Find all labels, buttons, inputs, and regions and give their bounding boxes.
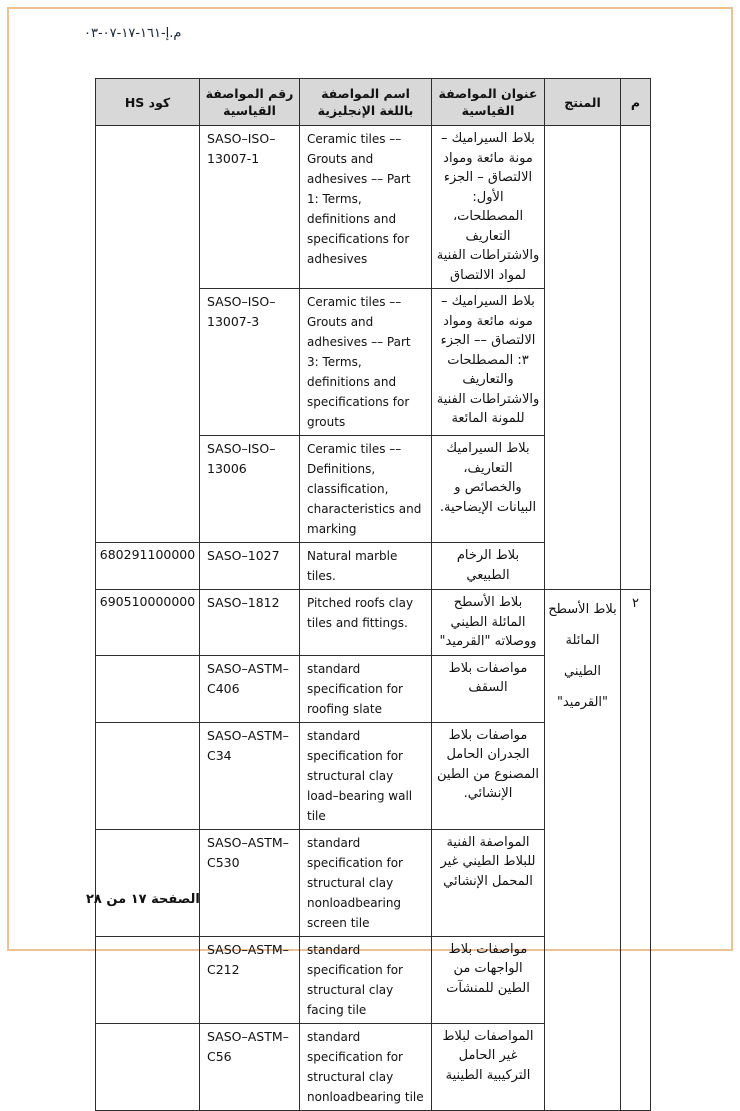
- spec-number-cell: SASO–ISO–13007-1: [200, 126, 300, 289]
- spec-number-cell: SASO–ASTM–C530: [200, 829, 300, 936]
- english-name-cell: Ceramic tiles –– Grouts and adhesives –– Part 3: Terms, definitions and specifications for grouts: [300, 289, 432, 436]
- row-number-cell: ٢: [621, 590, 651, 1111]
- table-row: [96, 126, 651, 289]
- row-number-cell-empty: [621, 126, 651, 590]
- arabic-title-cell: مواصفات بلاط الجدران الحامل المصنوع من الطين الإنشائي.: [432, 722, 545, 829]
- english-name-cell: standard specification for structural clay load–bearing wall tile: [300, 722, 432, 829]
- hs-code-cell: 680291100000: [96, 543, 200, 590]
- standards-table: [95, 78, 651, 1111]
- arabic-title-cell: بلاط السيراميك – مونه مائعة ومواد الالتصاق –– الجزء ٣: المصطلحات والتعاريف والاشتراطات الفنية للمونة المائعة: [432, 289, 545, 436]
- spec-number-cell: SASO–1027: [200, 543, 300, 590]
- product-cell: بلاط الأسطح المائلة الطيني "القرميد": [545, 590, 621, 1111]
- spec-number-cell: SASO–ASTM–C34: [200, 722, 300, 829]
- header-num: م: [621, 79, 651, 126]
- hs-code-cell-empty: [96, 1023, 200, 1110]
- hs-code-cell-empty: [96, 829, 200, 936]
- arabic-title-cell: بلاط السيراميك – مونة مائعة ومواد الالتصاق – الجزء الأول: المصطلحات، التعاريف والاشتراطات الفنية لمواد الالتصاق: [432, 126, 545, 289]
- spec-number-cell: SASO–ASTM–C406: [200, 655, 300, 722]
- english-name-cell: standard specification for structural clay facing tile: [300, 936, 432, 1023]
- arabic-title-cell: بلاط الرخام الطبيعي: [432, 543, 545, 590]
- table-header-row: [96, 79, 651, 126]
- header-product: المنتج: [545, 79, 621, 126]
- hs-code-cell-empty: [96, 655, 200, 722]
- table-row: [96, 590, 651, 656]
- header-name-en: اسم المواصفة باللغة الإنجليزية: [300, 79, 432, 126]
- english-name-cell: Ceramic tiles –– Definitions, classification, characteristics and marking: [300, 436, 432, 543]
- spec-number-cell: SASO–ASTM–C212: [200, 936, 300, 1023]
- hs-code-cell-empty: [96, 936, 200, 1023]
- header-spec-no: رقم المواصفة القياسية: [200, 79, 300, 126]
- hs-code-cell: 690510000000: [96, 590, 200, 656]
- spec-number-cell: SASO–ASTM–C56: [200, 1023, 300, 1110]
- arabic-title-cell: المواصفات لبلاط غير الحامل التركيبية الطينية: [432, 1023, 545, 1110]
- english-name-cell: standard specification for roofing slate: [300, 655, 432, 722]
- arabic-title-cell: بلاط السيراميك التعاريف، والخصائص و البيانات الإيضاحية.: [432, 436, 545, 543]
- english-name-cell: standard specification for structural clay nonloadbearing tile: [300, 1023, 432, 1110]
- english-name-cell: Pitched roofs clay tiles and fittings.: [300, 590, 432, 656]
- arabic-title-cell: المواصفة الفنية للبلاط الطيني غير المحمل الإنشائي: [432, 829, 545, 936]
- spec-number-cell: SASO–ISO–13007-3: [200, 289, 300, 436]
- spec-number-cell: SASO–ISO–13006: [200, 436, 300, 543]
- header-title-ar: عنوان المواصفة القياسية: [432, 79, 545, 126]
- english-name-cell: standard specification for structural clay nonloadbearing screen tile: [300, 829, 432, 936]
- english-name-cell: Natural marble tiles.: [300, 543, 432, 590]
- hs-code-cell-empty: [96, 722, 200, 829]
- hs-code-cell-empty: [96, 126, 200, 543]
- header-hs-code: كود HS: [96, 79, 200, 126]
- english-name-cell: Ceramic tiles –– Grouts and adhesives –– Part 1: Terms, definitions and specifications for adhesives: [300, 126, 432, 289]
- page-footer: الصفحة ١٧ من ٢٨: [86, 892, 200, 907]
- arabic-title-cell: بلاط الأسطح المائلة الطيني ووصلاته "القرميد": [432, 590, 545, 656]
- document-number: م.إ-١٦١-١٧-٠٧-٠٣: [84, 26, 182, 41]
- spec-number-cell: SASO–1812: [200, 590, 300, 656]
- arabic-title-cell: مواصفات بلاط الواجهات من الطين للمنشآت: [432, 936, 545, 1023]
- arabic-title-cell: مواصفات بلاط السقف: [432, 655, 545, 722]
- product-cell-empty: [545, 126, 621, 590]
